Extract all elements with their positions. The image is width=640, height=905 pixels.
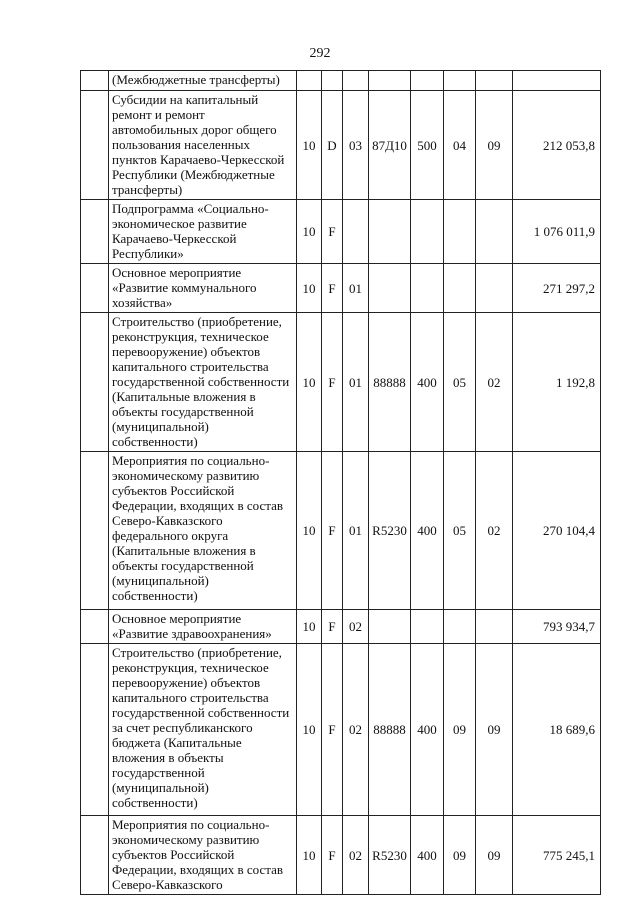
row-code-c6 [444,610,476,644]
row-code-c1: 10 [297,644,322,816]
row-code-c4 [369,71,411,91]
table-row [81,452,601,610]
row-blank-cell [81,610,109,644]
row-code-c3 [343,71,369,91]
row-code-c6 [444,264,476,313]
row-code-c6: 09 [444,644,476,816]
row-blank-cell [81,200,109,264]
row-code-c3: 03 [343,91,369,200]
row-code-c5: 400 [411,313,444,452]
row-code-c1 [297,71,322,91]
row-name: Строительство (приобретение, реконструкция, техническое перевооружение) объектов капитального строительства государственной собственности за счет республиканского бюджета (Капитальные вложения в объекты государственной (муниципальной) собственности) [109,644,297,816]
row-code-c1: 10 [297,452,322,610]
row-code-c2: F [322,264,343,313]
row-code-c4: R5230 [369,452,411,610]
row-blank-cell [81,452,109,610]
row-code-c3: 02 [343,816,369,895]
row-code-c4: 87Д10 [369,91,411,200]
row-code-c6: 04 [444,91,476,200]
row-amount: 271 297,2 [513,264,601,313]
row-code-c1: 10 [297,264,322,313]
row-code-c5 [411,264,444,313]
row-name: Мероприятия по социально-экономическому развитию субъектов Российской Федерации, входящих в состав Северо-Кавказского федерального округа (Капитальные вложения в объекты государственной (муниципальной) собственности) [109,452,297,610]
row-code-c3: 02 [343,610,369,644]
row-code-c2 [322,71,343,91]
row-code-c5 [411,200,444,264]
row-name: Подпрограмма «Социально-экономическое развитие Карачаево-Черкесской Республики» [109,200,297,264]
row-blank-cell [81,816,109,895]
row-code-c4 [369,264,411,313]
row-code-c4: 88888 [369,644,411,816]
row-code-c4 [369,610,411,644]
row-code-c7 [476,264,513,313]
row-code-c2: F [322,313,343,452]
row-blank-cell [81,313,109,452]
row-code-c5: 400 [411,644,444,816]
row-name: (Межбюджетные трансферты) [109,71,297,91]
row-code-c2: F [322,452,343,610]
row-code-c7 [476,200,513,264]
row-code-c7: 02 [476,452,513,610]
row-code-c4: 88888 [369,313,411,452]
row-code-c3: 02 [343,644,369,816]
row-code-c6: 09 [444,816,476,895]
row-name: Основное мероприятие «Развитие коммунального хозяйства» [109,264,297,313]
row-code-c3: 01 [343,452,369,610]
table-row [81,264,601,313]
row-code-c5: 400 [411,452,444,610]
row-name: Субсидии на капитальный ремонт и ремонт автомобильных дорог общего пользования населенных пунктов Карачаево-Черкесской Республики (Межбюджетные трансферты) [109,91,297,200]
row-code-c5 [411,610,444,644]
row-code-c7: 09 [476,91,513,200]
row-code-c2: F [322,644,343,816]
row-code-c6: 05 [444,452,476,610]
row-code-c5: 400 [411,816,444,895]
row-amount: 793 934,7 [513,610,601,644]
table-row [81,644,601,816]
row-code-c1: 10 [297,91,322,200]
row-code-c6 [444,200,476,264]
row-blank-cell [81,644,109,816]
table-row [81,313,601,452]
row-code-c7: 02 [476,313,513,452]
row-code-c7: 09 [476,644,513,816]
row-name: Мероприятия по социально-экономическому развитию субъектов Российской Федерации, входящих в состав Северо-Кавказского [109,816,297,895]
row-code-c7 [476,610,513,644]
row-name: Основное мероприятие «Развитие здравоохранения» [109,610,297,644]
row-code-c6 [444,71,476,91]
row-code-c3: 01 [343,264,369,313]
row-amount: 212 053,8 [513,91,601,200]
row-code-c1: 10 [297,816,322,895]
page-number: 292 [309,46,331,61]
row-code-c2: F [322,816,343,895]
row-name: Строительство (приобретение, реконструкция, техническое перевооружение) объектов капитального строительства государственной собственности (Капитальные вложения в объекты государственной (муниципальной) собственности) [109,313,297,452]
row-code-c4 [369,200,411,264]
row-code-c7 [476,71,513,91]
row-code-c5: 500 [411,91,444,200]
row-blank-cell [81,264,109,313]
table-row [81,200,601,264]
row-code-c3: 01 [343,313,369,452]
row-code-c1: 10 [297,313,322,452]
table-row [81,610,601,644]
row-code-c1: 10 [297,610,322,644]
row-blank-cell [81,91,109,200]
row-code-c7: 09 [476,816,513,895]
row-code-c5 [411,71,444,91]
row-code-c2: D [322,91,343,200]
row-code-c4: R5230 [369,816,411,895]
row-code-c2: F [322,610,343,644]
table-row [81,71,601,91]
budget-table [80,70,601,895]
row-code-c6: 05 [444,313,476,452]
row-blank-cell [81,71,109,91]
row-amount: 1 076 011,9 [513,200,601,264]
row-code-c1: 10 [297,200,322,264]
table-row [81,816,601,895]
row-amount: 270 104,4 [513,452,601,610]
row-amount: 775 245,1 [513,816,601,895]
row-amount: 18 689,6 [513,644,601,816]
row-amount [513,71,601,91]
row-code-c2: F [322,200,343,264]
table-row [81,91,601,200]
row-code-c3 [343,200,369,264]
row-amount: 1 192,8 [513,313,601,452]
